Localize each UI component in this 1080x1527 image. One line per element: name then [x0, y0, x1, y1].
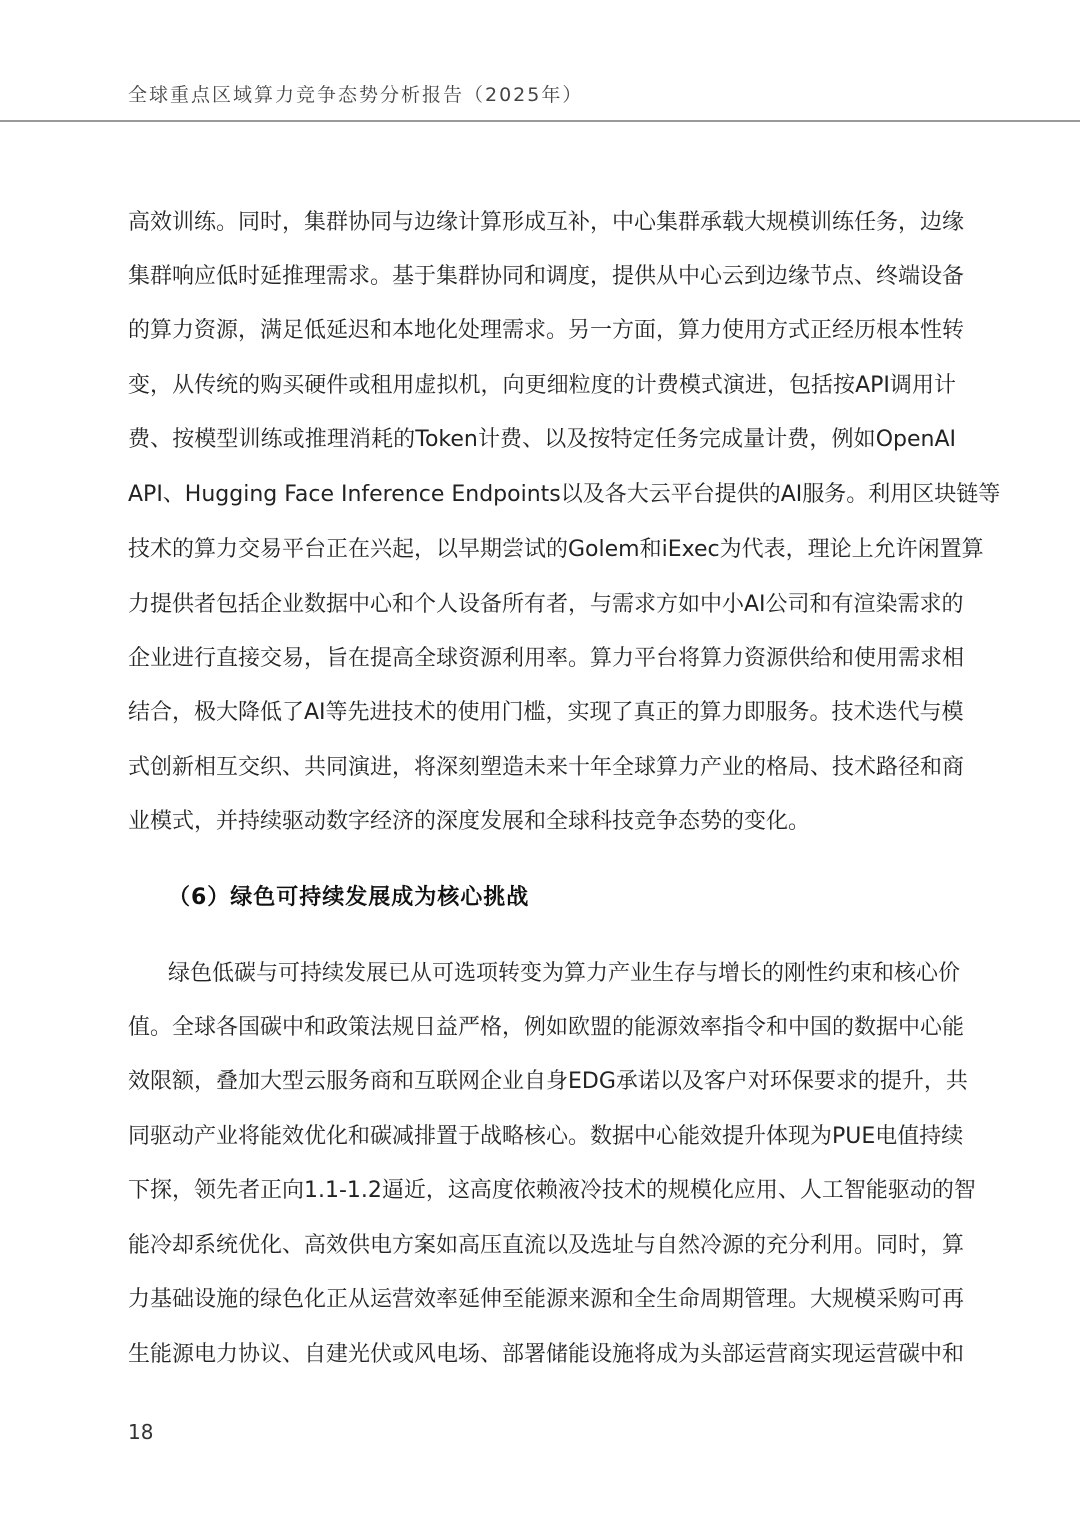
text-line: 企业进行直接交易，旨在提高全球资源利用率。算力平台将算力资源供给和使用需求相: [128, 646, 965, 671]
text-line: 式创新相互交织、共同演进，将深刻塑造未来十年全球算力产业的格局、技术路径和商: [128, 755, 965, 780]
text-line: 的算力资源，满足低延迟和本地化处理需求。另一方面，算力使用方式正经历根本性转: [128, 318, 965, 343]
text-line: 下探，领先者正向1.1-1.2逼近，这高度依赖液冷技术的规模化应用、人工智能驱动的智: [128, 1178, 976, 1203]
text-line: 效限额，叠加大型云服务商和互联网企业自身EDG承诺以及客户对环保要求的提升，共: [128, 1069, 968, 1094]
text-line: 能冷却系统优化、高效供电方案如高压直流以及选址与自然冷源的充分利用。同时，算: [128, 1233, 965, 1258]
text-line: 绿色低碳与可持续发展已从可选项转变为算力产业生存与增长的刚性约束和核心价: [168, 961, 961, 986]
page-number: 18: [128, 1420, 154, 1444]
text-line: 集群响应低时延推理需求。基于集群协同和调度，提供从中心云到边缘节点、终端设备: [128, 264, 965, 289]
section-heading: （6）绿色可持续发展成为核心挑战: [168, 885, 530, 910]
text-line: 费、按模型训练或推理消耗的Token计费、以及按特定任务完成量计费，例如OpenAI: [128, 427, 956, 452]
text-line: 高效训练。同时，集群协同与边缘计算形成互补，中心集群承载大规模训练任务，边缘: [128, 210, 965, 235]
text-line: API、Hugging Face Inference Endpoints以及各大云平台提供的AI服务。利用区块链等: [128, 482, 1001, 507]
text-line: 技术的算力交易平台正在兴起，以早期尝试的Golem和iExec为代表，理论上允许闲置算: [128, 537, 984, 562]
text-line: 生能源电力协议、自建光伏或风电场、部署储能设施将成为头部运营商实现运营碳中和: [128, 1342, 965, 1367]
text-line: 值。全球各国碳中和政策法规日益严格，例如欧盟的能源效率指令和中国的数据中心能: [128, 1015, 965, 1040]
text-line: 业模式，并持续驱动数字经济的深度发展和全球科技竞争态势的变化。: [128, 809, 811, 834]
text-line: 力基础设施的绿色化正从运营效率延伸至能源来源和全生命周期管理。大规模采购可再: [128, 1287, 965, 1312]
text-line: 结合，极大降低了AI等先进技术的使用门槛，实现了真正的算力即服务。技术迭代与模: [128, 700, 964, 725]
text-line: 变，从传统的购买硬件或租用虚拟机，向更细粒度的计费模式演进，包括按API调用计: [128, 373, 956, 398]
running-header: 全球重点区域算力竞争态势分析报告（2025年）: [128, 84, 584, 106]
header-divider: [0, 120, 1080, 122]
text-line: 力提供者包括企业数据中心和个人设备所有者，与需求方如中小AI公司和有渲染需求的: [128, 592, 964, 617]
text-line: 同驱动产业将能效优化和碳减排置于战略核心。数据中心能效提升体现为PUE电值持续: [128, 1124, 964, 1149]
